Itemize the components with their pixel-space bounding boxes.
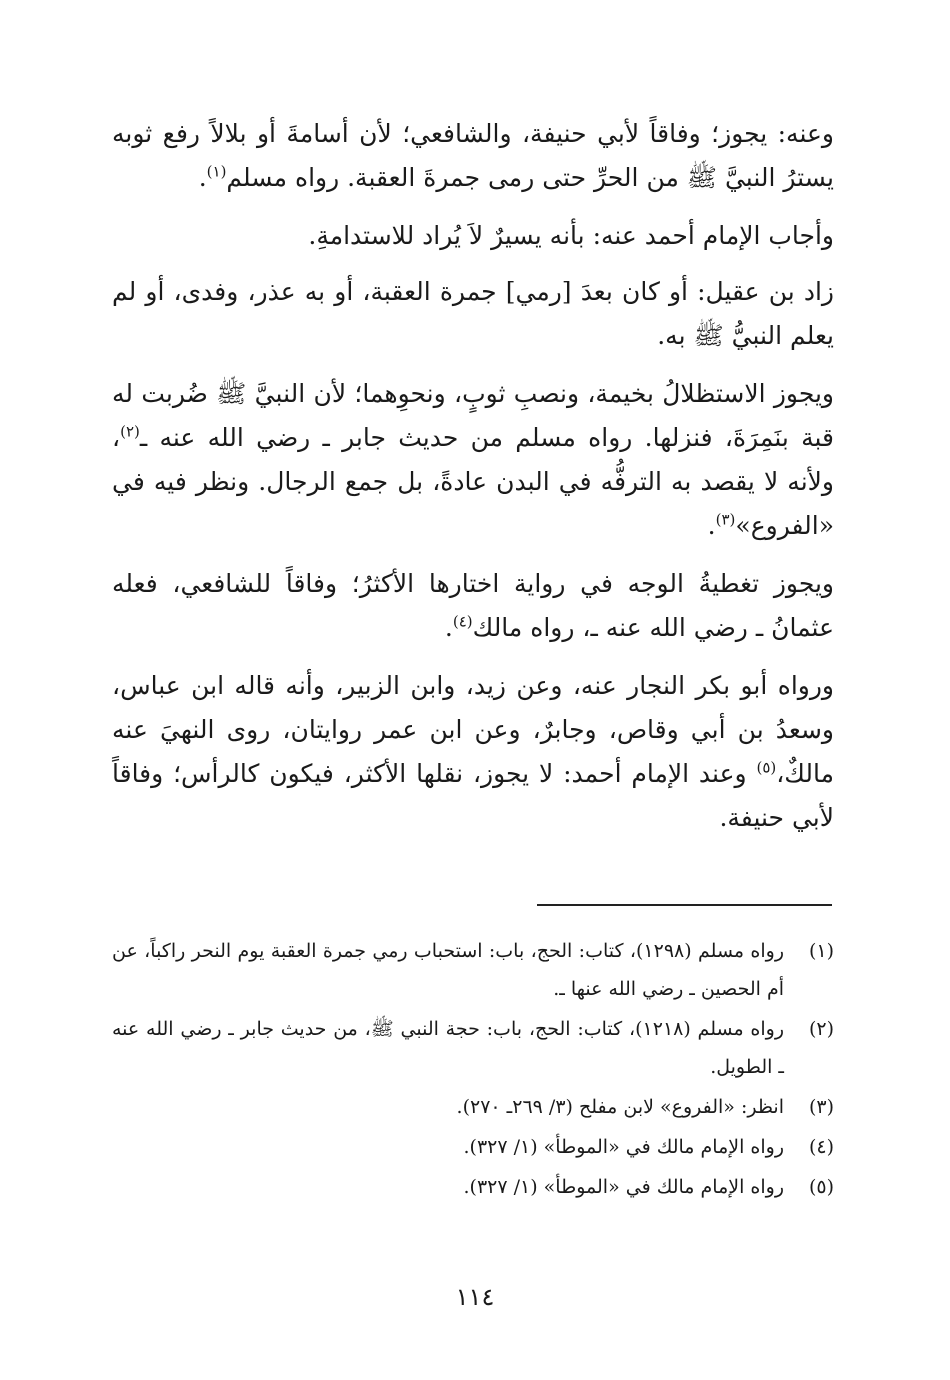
paragraph-1: [112, 112, 834, 200]
paragraph-3: [112, 270, 834, 358]
footnote-divider: [537, 904, 832, 906]
footnote-ref-4[interactable]: (٤): [452, 612, 473, 631]
footnote-ref-1[interactable]: (١): [206, 162, 227, 181]
paragraph-text: زاد بن عقيل: أو كان بعدَ [رمي] جمرة العقبة، أو به عذر، وفدى، أو لم يعلم النبيُّ ﷺ به.: [112, 277, 834, 350]
paragraph-5: [112, 562, 834, 650]
footnote-number: (٣): [808, 1096, 834, 1118]
footnote-number: (١): [808, 940, 834, 962]
footnote-ref-5[interactable]: (٥): [756, 758, 777, 777]
main-text: [112, 112, 834, 854]
paragraph-6: [112, 664, 834, 840]
footnote-number: (٢): [808, 1018, 834, 1040]
paragraph-text: ويجوز الاستظلالُ بخيمة، ونصبِ ثوبٍ، ونحوِهما؛ لأن النبيَّ ﷺ ضُربت له قبة بنَمِرَةَ، فنزلها. رواه مسلم من حديث جابر ـ رضي الله عنه ـ: [112, 379, 834, 452]
paragraph-tail-2: .: [707, 511, 716, 540]
footnote-item: [112, 1168, 834, 1206]
footnotes: [112, 932, 834, 1208]
footnote-item: [112, 1128, 834, 1166]
footnote-text: رواه الإمام مالك في «الموطأ» (١/ ٣٢٧).: [463, 1176, 784, 1198]
paragraph-text: وعنه: يجوز؛ وفاقاً لأبي حنيفة، والشافعي؛ لأن أسامةَ أو بلالاً رفع ثوبه يسترُ النبيَّ ﷺ من الحرِّ حتى رمى جمرةَ العقبة. رواه مسلم: [112, 119, 834, 192]
paragraph-tail: وعند الإمام أحمد: لا يجوز، نقلها الأكثر، فيكون كالرأس؛ وفاقاً لأبي حنيفة.: [112, 759, 834, 832]
footnote-text: رواه مسلم (١٢١٨)، كتاب: الحج، باب: حجة النبي ﷺ، من حديث جابر ـ رضي الله عنه ـ الطويل.: [112, 1018, 784, 1078]
paragraph-tail: ، ولأنه لا يقصد به الترفُّه في البدن عادةً، بل جمع الرجال. ونظر فيه في «الفروع»: [112, 423, 834, 540]
footnote-ref-2[interactable]: (٢): [120, 422, 140, 441]
footnote-number: (٥): [808, 1176, 834, 1198]
footnote-text: رواه مسلم (١٢٩٨)، كتاب: الحج، باب: استحباب رمي جمرة العقبة يوم النحر راكباً، عن أم الحصين ـ رضي الله عنها ـ.: [112, 940, 785, 1000]
footnote-text: رواه الإمام مالك في «الموطأ» (١/ ٣٢٧).: [463, 1136, 784, 1158]
footnote-number: (٤): [808, 1136, 834, 1158]
footnote-ref-3[interactable]: (٣): [715, 510, 736, 529]
footnote-item: [112, 1088, 834, 1126]
paragraph-tail: .: [444, 613, 453, 642]
paragraph-text: ويجوز تغطيةُ الوجه في رواية اختارها الأكثرُ؛ وفاقاً للشافعي، فعله عثمانُ ـ رضي الله عنه ـ، رواه مالك: [112, 569, 834, 642]
footnote-item: [112, 932, 834, 1008]
paragraph-2: [112, 214, 834, 258]
footnote-item: [112, 1010, 834, 1086]
paragraph-4: [112, 372, 834, 548]
page-number: ١١٤: [455, 1283, 495, 1311]
paragraph-text: وأجاب الإمام أحمد عنه: بأنه يسيرٌ لاَ يُراد للاستدامةِ.: [308, 221, 834, 250]
paragraph-text: ورواه أبو بكر النجار عنه، وعن زيد، وابن الزبير، وأنه قاله ابن عباس، وسعدُ بن أبي وقاص، وجابرٌ، وعن ابن عمر روايتان، روى النهيَ عنه مالكٌ،: [112, 671, 834, 788]
paragraph-tail: .: [198, 163, 207, 192]
footnote-text: انظر: «الفروع» لابن مفلح (٣/ ٢٦٩ـ ٢٧٠).: [456, 1096, 784, 1118]
